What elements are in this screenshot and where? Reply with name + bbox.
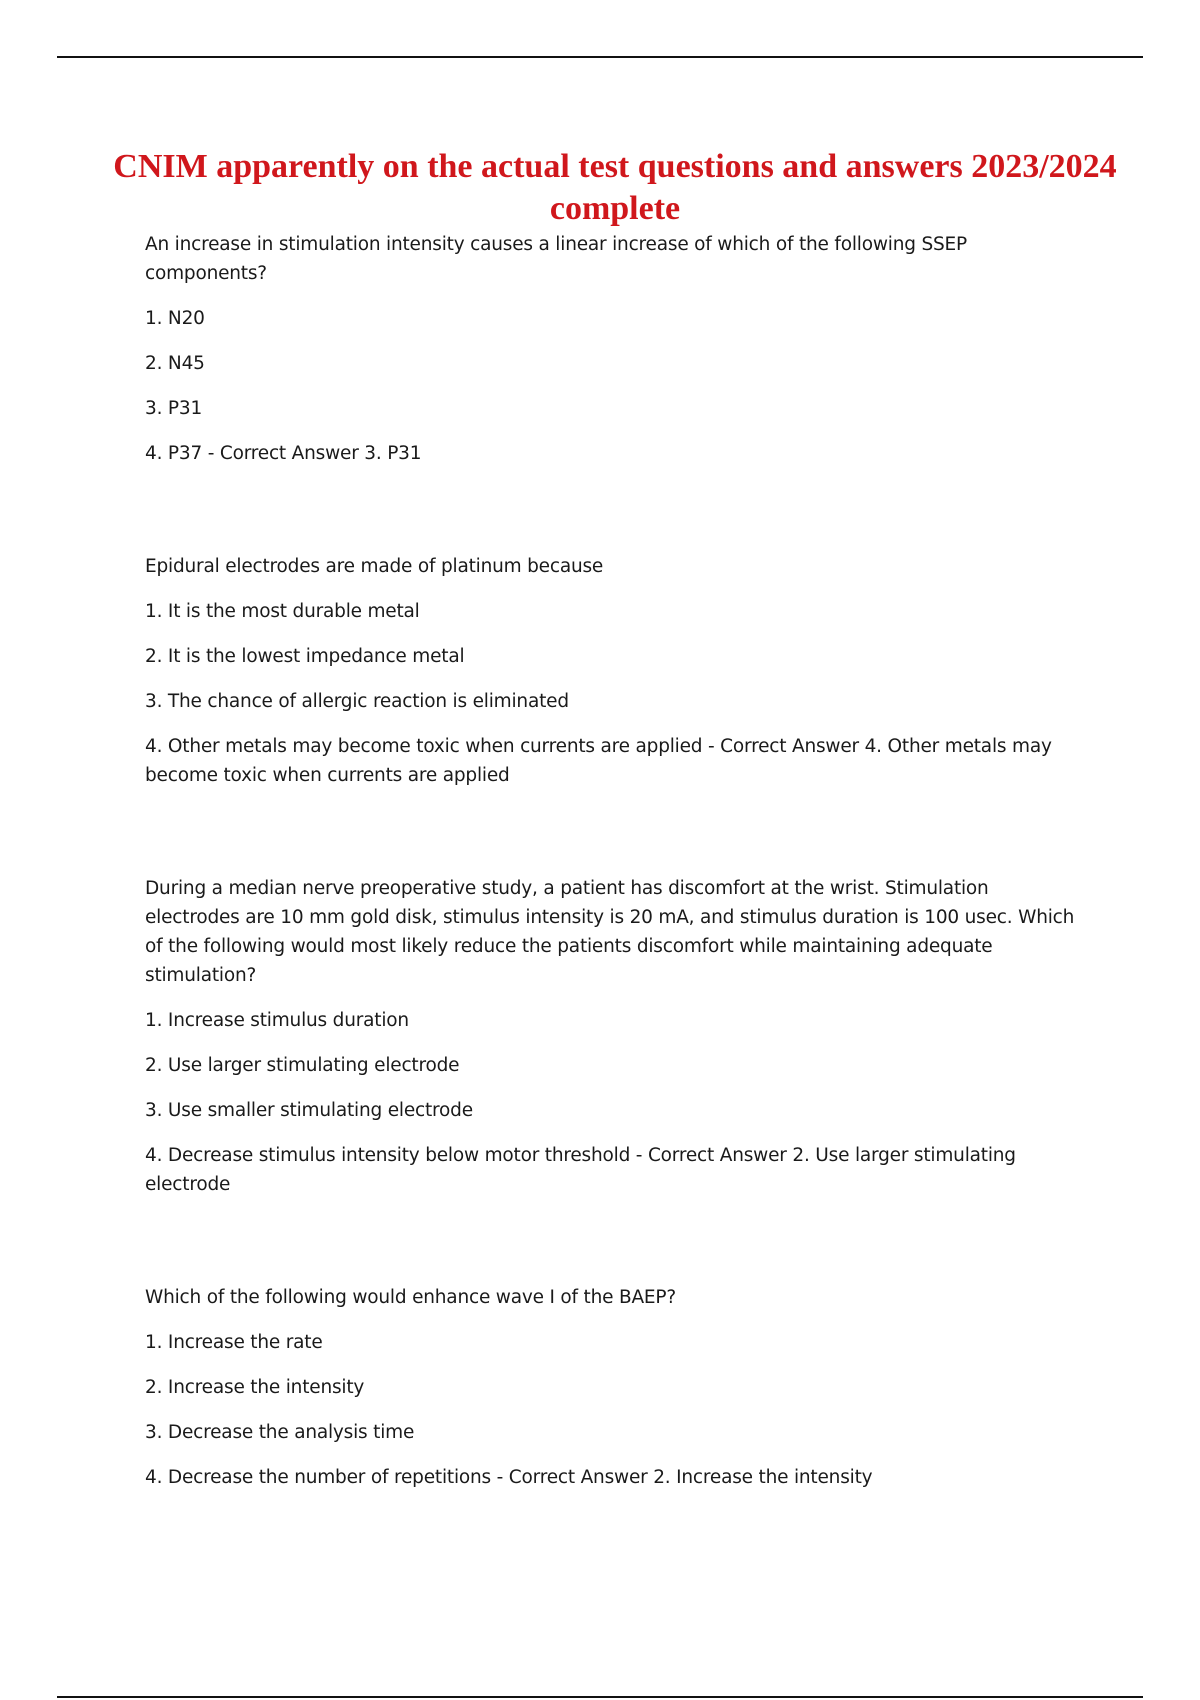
answer-option: 2. Use larger stimulating electrode (145, 1055, 460, 1076)
answer-option: 1. Increase the rate (145, 1332, 323, 1353)
question-stem: Which of the following would enhance wave I of the BAEP? (145, 1287, 676, 1308)
question-block-1 (145, 230, 1085, 468)
answer-option-with-correct-answer: 4. P37 - Correct Answer 3. P31 (145, 443, 422, 464)
answer-option: 3. Use smaller stimulating electrode (145, 1100, 473, 1121)
question-stem: Epidural electrodes are made of platinum because (145, 556, 604, 577)
question-stem: During a median nerve preoperative study, a patient has discomfort at the wrist. Stimulation electrodes are 10 mm gold disk, stimulus intensity is 20 mA, and stimulus duration is 100 usec. Which of the following would most likely reduce the patients discomfort while maintaining adequate stimulation? (145, 878, 1075, 986)
answer-option-with-correct-answer: 4. Decrease stimulus intensity below motor threshold - Correct Answer 2. Use larger stimulating electrode (145, 1145, 1016, 1195)
answer-option-with-correct-answer: 4. Other metals may become toxic when currents are applied - Correct Answer 4. Other metals may become toxic when currents are applied (145, 736, 1052, 786)
answer-option: 2. It is the lowest impedance metal (145, 646, 465, 667)
answer-option: 2. Increase the intensity (145, 1377, 365, 1398)
answer-option: 1. N20 (145, 308, 205, 329)
question-block-2 (145, 552, 1085, 790)
answer-option: 3. P31 (145, 398, 203, 419)
answer-option: 1. Increase stimulus duration (145, 1010, 409, 1031)
question-block-4 (145, 1283, 1085, 1492)
footer-rule (57, 1696, 1143, 1698)
answer-option: 3. The chance of allergic reaction is eliminated (145, 691, 569, 712)
answer-option: 2. N45 (145, 353, 205, 374)
question-block-3 (145, 874, 1085, 1199)
document-body (145, 230, 1085, 1492)
answer-option: 1. It is the most durable metal (145, 601, 420, 622)
answer-option: 3. Decrease the analysis time (145, 1422, 415, 1443)
header-rule (57, 56, 1143, 58)
answer-option-with-correct-answer: 4. Decrease the number of repetitions - Correct Answer 2. Increase the intensity (145, 1467, 873, 1488)
question-stem: An increase in stimulation intensity causes a linear increase of which of the following SSEP components? (145, 234, 967, 284)
document-title: CNIM apparently on the actual test questions and answers 2023/2024 complete (113, 148, 1117, 227)
